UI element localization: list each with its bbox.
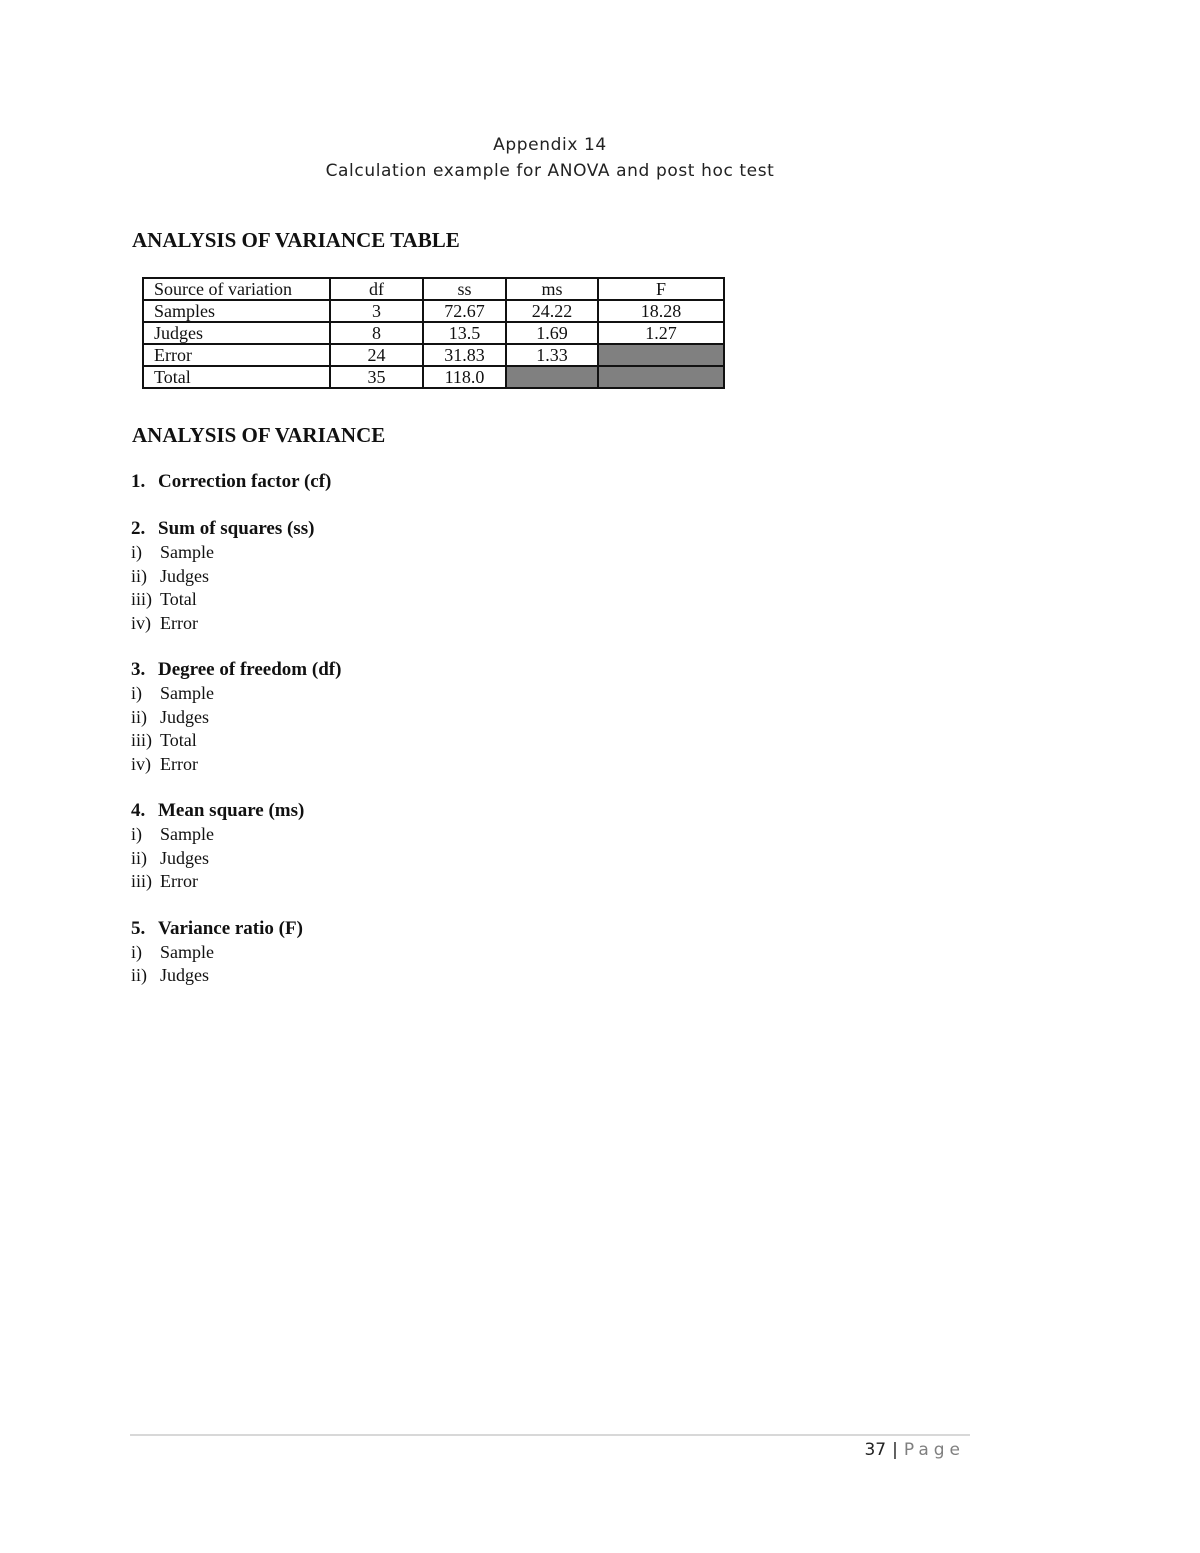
item-label: Total	[160, 730, 197, 750]
footer-divider	[130, 1434, 970, 1436]
list-item	[131, 753, 731, 777]
shaded-empty-cell	[506, 366, 598, 388]
table-cell: Samples	[143, 300, 330, 322]
list-item	[131, 941, 731, 965]
step-degree-of-freedom	[131, 658, 731, 776]
list-item	[131, 541, 731, 565]
list-item	[131, 706, 731, 730]
item-marker: i)	[131, 824, 142, 844]
item-marker: ii)	[131, 965, 147, 985]
table-cell: 1.69	[506, 322, 598, 344]
list-item	[131, 870, 731, 894]
item-marker: i)	[131, 683, 142, 703]
item-label: Sample	[160, 683, 214, 703]
table-cell: 118.0	[423, 366, 506, 388]
step-variance-ratio	[131, 917, 731, 988]
step-number: 3.	[131, 659, 146, 680]
step-title	[131, 470, 731, 494]
item-marker: i)	[131, 941, 142, 962]
table-cell: 18.28	[598, 300, 724, 322]
item-label: Total	[160, 589, 197, 609]
list-item	[131, 823, 731, 847]
step-title	[131, 517, 731, 541]
shaded-empty-cell	[598, 366, 724, 388]
step-correction-factor	[131, 470, 731, 494]
table-cell: 8	[330, 322, 423, 344]
list-item	[131, 612, 731, 636]
item-marker: ii)	[131, 847, 147, 868]
analysis-heading: ANALYSIS OF VARIANCE	[132, 423, 386, 447]
anova-table-heading: ANALYSIS OF VARIANCE TABLE	[132, 228, 460, 252]
table-row	[143, 366, 724, 388]
item-label: Sample	[160, 941, 214, 962]
footer-separator: |	[892, 1440, 898, 1460]
table-cell: 72.67	[423, 300, 506, 322]
step-title	[131, 658, 731, 682]
table-cell: Total	[143, 366, 330, 388]
item-label: Error	[160, 753, 198, 774]
step-title-text: Sum of squares (ss)	[158, 518, 315, 539]
step-number: 5.	[131, 917, 146, 939]
column-header: ms	[506, 278, 598, 300]
table-cell: 35	[330, 366, 423, 388]
list-item	[131, 565, 731, 589]
item-marker: i)	[131, 542, 142, 562]
step-title-text: Degree of freedom (df)	[158, 659, 342, 680]
step-number: 1.	[131, 471, 146, 492]
table-cell: Error	[143, 344, 330, 366]
anova-table	[142, 277, 725, 389]
table-cell: 1.27	[598, 322, 724, 344]
item-marker: iv)	[131, 753, 151, 774]
table-row	[143, 300, 724, 322]
list-item	[131, 682, 731, 706]
column-header: Source of variation	[143, 278, 330, 300]
table-cell: 1.33	[506, 344, 598, 366]
table-cell: Judges	[143, 322, 330, 344]
item-marker: iii)	[131, 589, 152, 609]
list-item	[131, 729, 731, 753]
calculation-steps	[131, 470, 731, 1011]
step-title	[131, 917, 731, 941]
list-item	[131, 847, 731, 871]
list-item	[131, 588, 731, 612]
step-number: 4.	[131, 800, 146, 821]
item-marker: ii)	[131, 706, 147, 727]
step-title	[131, 799, 731, 823]
shaded-empty-cell	[598, 344, 724, 366]
item-label: Sample	[160, 824, 214, 844]
step-title-text: Variance ratio (F)	[158, 917, 303, 939]
step-mean-square	[131, 799, 731, 894]
page-footer	[700, 1440, 965, 1460]
appendix-subtitle: Calculation example for ANOVA and post hoc test	[325, 161, 775, 181]
table-cell: 31.83	[423, 344, 506, 366]
table-row	[143, 322, 724, 344]
step-title-text: Mean square (ms)	[158, 800, 305, 821]
item-label: Judges	[160, 706, 209, 727]
table-cell: 24	[330, 344, 423, 366]
item-label: Sample	[160, 542, 214, 562]
step-sum-of-squares	[131, 517, 731, 635]
column-header: F	[598, 278, 724, 300]
item-label: Judges	[160, 565, 209, 586]
column-header: df	[330, 278, 423, 300]
table-cell: 13.5	[423, 322, 506, 344]
table-header-row	[143, 278, 724, 300]
page-header	[0, 132, 1100, 184]
item-marker: iii)	[131, 730, 152, 750]
page-label: Page	[903, 1440, 965, 1460]
item-label: Judges	[160, 965, 209, 985]
table-cell: 3	[330, 300, 423, 322]
appendix-title: Appendix 14	[493, 135, 607, 155]
column-header: ss	[423, 278, 506, 300]
item-label: Error	[160, 871, 198, 891]
page-number: 37	[864, 1440, 887, 1460]
table-row	[143, 344, 724, 366]
item-marker: iii)	[131, 871, 152, 891]
table-cell: 24.22	[506, 300, 598, 322]
item-marker: ii)	[131, 565, 147, 586]
step-number: 2.	[131, 518, 146, 539]
item-marker: iv)	[131, 612, 151, 633]
step-title-text: Correction factor (cf)	[158, 471, 332, 492]
item-label: Judges	[160, 847, 209, 868]
item-label: Error	[160, 612, 198, 633]
list-item	[131, 964, 731, 988]
